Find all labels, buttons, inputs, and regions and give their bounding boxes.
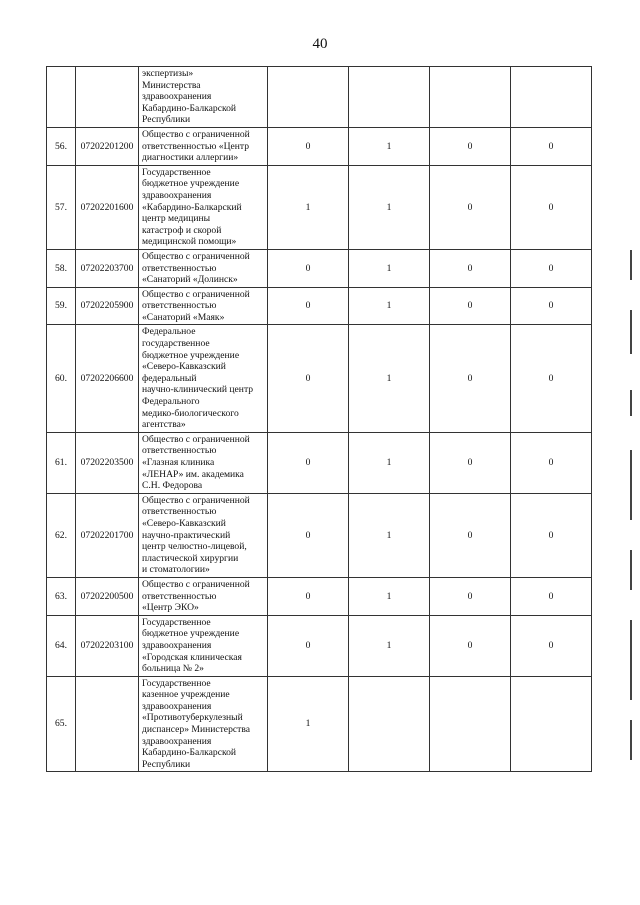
value-col-4-text: 0 — [548, 590, 554, 602]
org-name — [139, 325, 268, 432]
row-number — [47, 249, 76, 287]
org-name — [139, 615, 268, 676]
value-col-4 — [511, 127, 592, 165]
value-col-3-text: 0 — [467, 372, 473, 384]
row-number-text: 63. — [55, 590, 67, 602]
org-name — [139, 676, 268, 772]
org-code-text: 07202203500 — [80, 457, 134, 468]
table-row — [47, 287, 592, 325]
value-col-4-text: 0 — [548, 639, 554, 651]
value-col-4 — [511, 165, 592, 249]
table-row — [47, 432, 592, 493]
org-name — [139, 577, 268, 615]
row-number-text: 61. — [55, 457, 67, 468]
value-col-2-text: 1 — [386, 300, 392, 312]
value-col-1 — [268, 432, 349, 493]
row-number — [47, 67, 76, 128]
value-col-2 — [349, 287, 430, 325]
org-code-text: 07202206600 — [80, 372, 134, 384]
org-name — [139, 127, 268, 165]
value-col-4-text: 0 — [548, 262, 554, 274]
value-col-3 — [430, 249, 511, 287]
value-col-3 — [430, 676, 511, 772]
row-number — [47, 287, 76, 325]
value-col-1 — [268, 325, 349, 432]
org-name — [139, 493, 268, 577]
org-code — [76, 432, 139, 493]
org-code — [76, 165, 139, 249]
value-col-4-text: 0 — [548, 457, 554, 468]
value-col-1 — [268, 615, 349, 676]
value-col-2 — [349, 325, 430, 432]
org-code — [76, 249, 139, 287]
value-col-2-text: 1 — [386, 201, 392, 213]
org-name-text: Общество с ограниченной ответственностью «Глазная клиника «ЛЕНАР» им. академика С.Н. Федорова — [142, 433, 250, 492]
value-col-4-text: 0 — [548, 529, 554, 541]
value-col-3 — [430, 493, 511, 577]
value-col-3-text: 0 — [467, 529, 473, 541]
value-col-1-text: 1 — [305, 718, 311, 730]
row-number — [47, 165, 76, 249]
value-col-1 — [268, 249, 349, 287]
value-col-4-text: 0 — [548, 201, 554, 213]
org-name-text: Общество с ограниченной ответственностью «Санаторий «Маяк» — [142, 288, 250, 323]
value-col-2-text: 1 — [386, 140, 392, 152]
org-code-text: 07202205900 — [80, 300, 134, 312]
row-number — [47, 676, 76, 772]
org-name-text: Общество с ограниченной ответственностью «Центр диагностики аллергии» — [142, 128, 250, 164]
row-number-text: 57. — [55, 201, 67, 213]
org-name — [139, 432, 268, 493]
org-code — [76, 493, 139, 577]
org-name — [139, 165, 268, 249]
value-col-3-text: 0 — [467, 457, 473, 468]
value-col-3-text: 0 — [467, 262, 473, 274]
value-col-3 — [430, 127, 511, 165]
org-code — [76, 287, 139, 325]
value-col-4 — [511, 287, 592, 325]
value-col-1 — [268, 67, 349, 128]
value-col-2 — [349, 67, 430, 128]
org-code-text: 07202201600 — [80, 201, 134, 213]
value-col-2 — [349, 676, 430, 772]
row-number-text: 59. — [55, 300, 67, 312]
org-code — [76, 577, 139, 615]
row-number-text: 60. — [55, 372, 67, 384]
value-col-3 — [430, 615, 511, 676]
row-number — [47, 127, 76, 165]
org-name-text: экспертизы» Министерства здравоохранения Кабардино-Балкарской Республики — [142, 68, 237, 126]
table-row — [47, 615, 592, 676]
value-col-2-text: 1 — [386, 639, 392, 651]
value-col-4 — [511, 325, 592, 432]
org-name — [139, 287, 268, 325]
org-code-text: 07202200500 — [80, 590, 134, 602]
table-row — [47, 577, 592, 615]
value-col-3 — [430, 165, 511, 249]
value-col-1-text: 0 — [305, 590, 311, 602]
org-code-text: 07202201200 — [80, 140, 134, 152]
value-col-2-text: 1 — [386, 529, 392, 541]
org-code — [76, 67, 139, 128]
value-col-1-text: 0 — [305, 639, 311, 651]
org-code-text: 07202203100 — [80, 639, 134, 651]
row-number — [47, 432, 76, 493]
value-col-3 — [430, 67, 511, 128]
value-col-3-text: 0 — [467, 590, 473, 602]
org-name — [139, 249, 268, 287]
value-col-3-text: 0 — [467, 639, 473, 651]
value-col-2 — [349, 615, 430, 676]
value-col-1-text: 0 — [305, 300, 311, 312]
value-col-4 — [511, 67, 592, 128]
row-number — [47, 577, 76, 615]
value-col-3-text: 0 — [467, 140, 473, 152]
org-name-text: Государственное бюджетное учреждение здравоохранения «Городская клиническая больница № 2» — [142, 616, 242, 675]
value-col-4 — [511, 432, 592, 493]
value-col-1-text: 0 — [305, 529, 311, 541]
value-col-1-text: 0 — [305, 372, 311, 384]
org-name-text: Государственное бюджетное учреждение здравоохранения «Кабардино-Балкарский центр медицины катастроф и скорой медицинской помощи» — [142, 166, 242, 248]
value-col-2-text: 1 — [386, 262, 392, 274]
value-col-2 — [349, 432, 430, 493]
row-number-text: 62. — [55, 529, 67, 541]
value-col-4-text: 0 — [548, 300, 554, 312]
value-col-4 — [511, 249, 592, 287]
page-number: 40 — [312, 36, 328, 52]
row-number-text: 64. — [55, 639, 67, 651]
row-number-text: 56. — [55, 140, 67, 152]
value-col-2-text: 1 — [386, 590, 392, 602]
value-col-2 — [349, 165, 430, 249]
value-col-1 — [268, 493, 349, 577]
row-number-text: 58. — [55, 262, 67, 274]
value-col-3 — [430, 287, 511, 325]
org-code — [76, 325, 139, 432]
value-col-3 — [430, 432, 511, 493]
table-row — [47, 676, 592, 772]
org-name-text: Общество с ограниченной ответственностью «Центр ЭКО» — [142, 578, 250, 614]
value-col-3-text: 0 — [467, 201, 473, 213]
row-number-text: 65. — [55, 718, 67, 730]
value-col-2 — [349, 577, 430, 615]
value-col-3 — [430, 325, 511, 432]
row-number — [47, 325, 76, 432]
value-col-1-text: 0 — [305, 262, 311, 274]
table-row — [47, 165, 592, 249]
value-col-4 — [511, 615, 592, 676]
table-row — [47, 127, 592, 165]
value-col-3-text: 0 — [467, 300, 473, 312]
registry-table — [46, 66, 592, 772]
value-col-1-text: 0 — [305, 457, 311, 468]
value-col-4 — [511, 493, 592, 577]
value-col-2 — [349, 249, 430, 287]
org-code — [76, 615, 139, 676]
org-code-text: 07202203700 — [80, 262, 134, 274]
org-name-text: Общество с ограниченной ответственностью «Санаторий «Долинск» — [142, 250, 250, 286]
org-code — [76, 676, 139, 772]
org-name — [139, 67, 268, 128]
value-col-2 — [349, 493, 430, 577]
value-col-4 — [511, 676, 592, 772]
scan-edge-marks — [628, 250, 636, 770]
value-col-4-text: 0 — [548, 372, 554, 384]
value-col-2 — [349, 127, 430, 165]
value-col-1 — [268, 165, 349, 249]
table-row — [47, 67, 592, 128]
org-code — [76, 127, 139, 165]
value-col-2-text: 1 — [386, 372, 392, 384]
value-col-1-text: 1 — [305, 201, 311, 213]
value-col-2-text: 1 — [386, 457, 392, 468]
row-number — [47, 493, 76, 577]
row-number — [47, 615, 76, 676]
value-col-1-text: 0 — [305, 140, 311, 152]
org-name-text: Общество с ограниченной ответственностью «Северо-Кавказский научно-практический центр челюстно-лицевой, пластической хирургии и стоматологии» — [142, 494, 250, 576]
value-col-3 — [430, 577, 511, 615]
org-name-text: Государственное казенное учреждение здравоохранения «Противотуберкулезный диспансер» Министерства здравоохранения Кабардино-Балкарской Республики — [142, 677, 250, 770]
value-col-1 — [268, 127, 349, 165]
value-col-1 — [268, 577, 349, 615]
table-row — [47, 249, 592, 287]
table-row — [47, 325, 592, 432]
value-col-4 — [511, 577, 592, 615]
value-col-4-text: 0 — [548, 140, 554, 152]
table-row — [47, 493, 592, 577]
value-col-1 — [268, 287, 349, 325]
org-code-text: 07202201700 — [80, 529, 134, 541]
value-col-1 — [268, 676, 349, 772]
org-name-text: Федеральное государственное бюджетное учреждение «Северо-Кавказский федеральный научно-клинический центр Федерального медико-биологического агентства» — [142, 326, 254, 431]
